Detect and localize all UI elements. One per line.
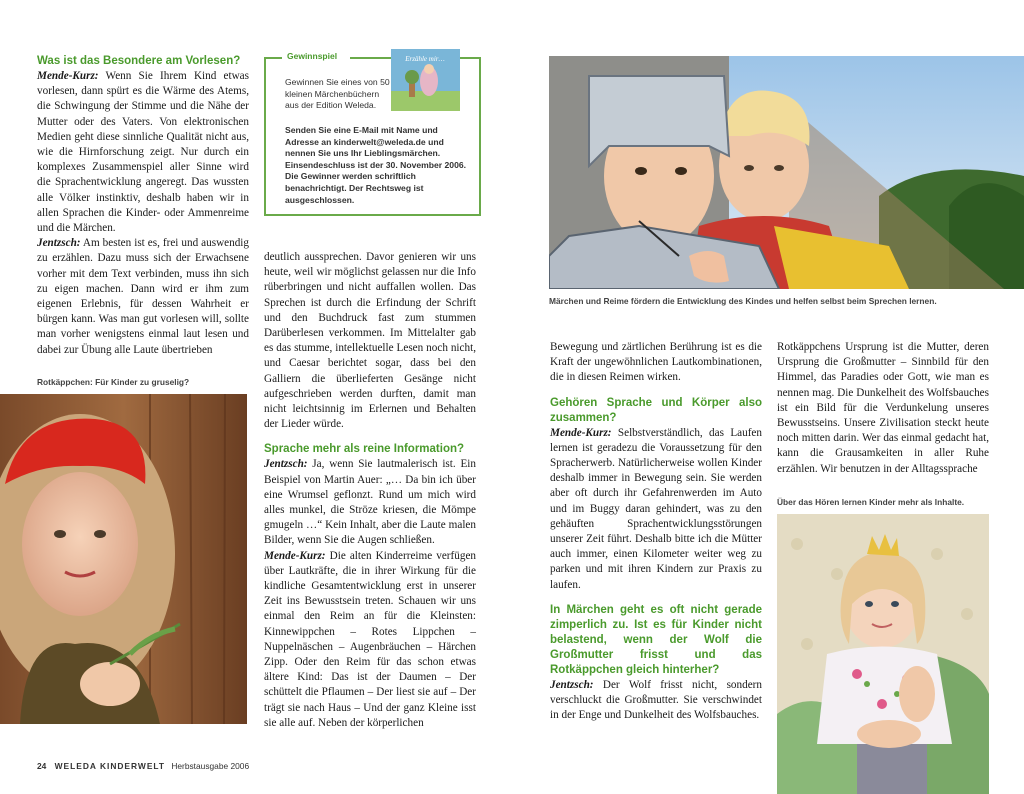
paragraph: Rotkäppchens Ursprung ist die Mutter, deren Ursprung die Großmutter – Sinnbild für den Himmel, das Paradies oder Gott, wie man es nennen mag. Die Dunkelheit des Wolfsbauches ist ein Bild für die Verdunkelung unseres Bewusstseins. Unsere Zivilisation steckt heute noch mitten darin. Wer das einmal gedacht hat, kann die Grausamkeiten in aller Ruhe erzählen. Wir benutzen in der Alltagssprache: [777, 341, 989, 475]
competition-top-line: [266, 57, 282, 59]
paragraph: Am besten ist es, frei und auswendig zu erzählen. Dazu muss sich der Erwachsene vorher mit dem Text verbinden, muss ihn sich zu eigen machen. Dann wird er ihm zum eigenen Erlebnis, für dessen Wahrheit er bürgen kann. Was man gut vorlesen will, sollte man vorher wenigstens einmal laut lesen und dabei zur Übung alle Laute übertrieben: [37, 237, 249, 356]
issue-name: Herbstausgabe 2006: [171, 761, 250, 771]
paragraph: deutlich aussprechen. Davor genieren wir uns heute, weil wir möglichst gelassen nur die Info rüberbringen und nicht auffallen wollen. Das Sprechen ist durch die Erfindung der Schrift und den Buchdruck fast zum stummen Darüberlesen verkommen. Im Mittelalter gab es das stumme, intellektuelle Lesen noch nicht, und Caesar berichtet sogar, dass bei den Galliern die überlieferten Gesänge nicht aufgeschrieben werden durften, damit man nicht leichtsinnig im Erlernen und Behalten der Lieder würde.: [264, 251, 476, 431]
book-cover-image: [391, 49, 460, 111]
paragraph: Ja, wenn Sie lautmalerisch ist. Ein Beispiel von Martin Auer: „… Da bin ich über eine Wrumsel geflonzt. Rund um mich wird alles munkel, die Ströze kriesen, die Mömpe gmugeln …“ Kein Inhalt, aber die Laute malen Bilder, wenn Sie die Augen schließen.: [264, 458, 477, 547]
photo-caption: Märchen und Reime fördern die Entwicklung des Kindes und helfen selbst beim Sprechen lernen.: [549, 296, 937, 306]
section-heading: Was ist das Besondere am Vorlesen?: [37, 55, 241, 67]
column-4: [777, 340, 989, 477]
speaker-name: Mende-Kurz:: [550, 426, 612, 439]
speaker-name: Jentzsch:: [37, 237, 81, 250]
paragraph: Die alten Kinderreime verfügen über Lautkräfte, die in ihrer Wirkung für die kindliche Gesamtentwicklung erst in unserer Zeit ins Bewusstsein treten. Schauen wir uns einmal den Reim an für die Kleinsten: Kinnewippchen – Rotes Lippchen – Nuppelnäschen – Augenbräuchen – Härchen Zipp. Oder den Reim für das schon etwas ältere Kind: Das ist der Daumen – Der schüttelt die Pflaumen – Der liest sie auf – Der trägt sie nach Haus – Und der ganz Kleine isst sie alle auf. Neben der körperlichen: [264, 549, 477, 729]
photo-girl-red-cap: [0, 394, 247, 724]
section-heading: In Märchen geht es oft nicht gerade zimperlich zu. Ist es für Kinder nicht belastend, wenn der Wolf die Großmutter frisst und das Rotkäppchen gleich hinterher?: [550, 603, 762, 676]
paragraph: Wenn Sie Ihrem Kind etwas vorlesen, dann spürt es die Wärme des Atems, die Schwingung der Stimme und die Nähe der Mutter oder des Vaters. Von elektronischen Medien geht diese sinnliche Qualität nicht aus, wie die Hirnforschung zeigt. Nur durch ein komplexes Zusammenspiel aller Sinne wird die Sprachentwicklung angeregt. Das wussten alle Völker instinktiv, deshalb haben wir in allen Sprachen die Kinder- oder Ammenreime und die Märchen.: [37, 70, 249, 235]
photo-boys-knights-image: [549, 56, 1024, 289]
paragraph: Selbstverständlich, das Laufen lernen ist geradezu die Voraussetzung für den Spracherwerb. Natürlicherweise wollen Kinder deshalb immer in Bewegung sein. Sie werden aber oft durch ihr Gefahrenwerden im Auto und im Buggy daran gehindert, was zu den gehäuften Sprachentwicklungsstörungen unserer Zeit führt. Deshalb bitte ich die Mütter auch immer, einen Kilometer weiter weg zu parken und mit ihren Kindern zur Praxis zu laufen.: [550, 426, 762, 591]
photo-girl-crown-image: [777, 514, 989, 794]
competition-intro: Gewinnen Sie eines von 50 kleinen Märchenbüchern aus der Edition Weleda.: [285, 77, 390, 111]
photo-girl-crown: [777, 514, 989, 794]
paragraph: Der Wolf frisst nicht, sondern verschluckt die Großmutter. Sie verschwindet in der Enge und Dunkelheit des Wolfsbauches.: [550, 678, 762, 722]
speaker-name: Mende-Kurz:: [264, 549, 326, 562]
column-2: [264, 250, 476, 731]
competition-label: Gewinnspiel: [284, 51, 340, 61]
photo-caption: Über das Hören lernen Kinder mehr als Inhalte.: [777, 497, 965, 507]
book-cover: [391, 49, 460, 111]
column-3: [550, 340, 762, 723]
column-1: [37, 54, 249, 358]
speaker-name: Jentzsch:: [264, 458, 308, 471]
page-number: 24: [37, 761, 47, 771]
photo-caption: Rotkäppchen: Für Kinder zu gruselig?: [37, 377, 190, 387]
speaker-name: Mende-Kurz:: [37, 70, 99, 82]
magazine-brand: WELEDA KINDERWELT: [54, 761, 166, 771]
competition-details: Senden Sie eine E-Mail mit Name und Adresse an kinderwelt@weleda.de und nennen Sie uns Ihr Lieblingsmärchen. Einsendeschluss ist der 30. November 2006. Die Gewinner werden schriftlich benachrichtigt. Der Rechtsweg ist ausgeschlossen.: [285, 125, 467, 205]
photo-girl-red-cap-image: [0, 394, 247, 724]
section-heading: Sprache mehr als reine Information?: [264, 443, 465, 456]
book-cover-title: Erzähle mir…: [405, 55, 445, 63]
photo-boys-knights: [549, 56, 1024, 289]
paragraph: Bewegung und zärtlichen Berührung ist es die Kraft der ungewöhnlichen Lautkombinationen, die in diesen Reimen wirken.: [550, 341, 762, 384]
page-footer: [37, 761, 249, 771]
section-heading: Gehören Sprache und Körper also zusammen?: [550, 396, 762, 424]
competition-box: [264, 51, 481, 216]
speaker-name: Jentzsch:: [550, 678, 594, 691]
